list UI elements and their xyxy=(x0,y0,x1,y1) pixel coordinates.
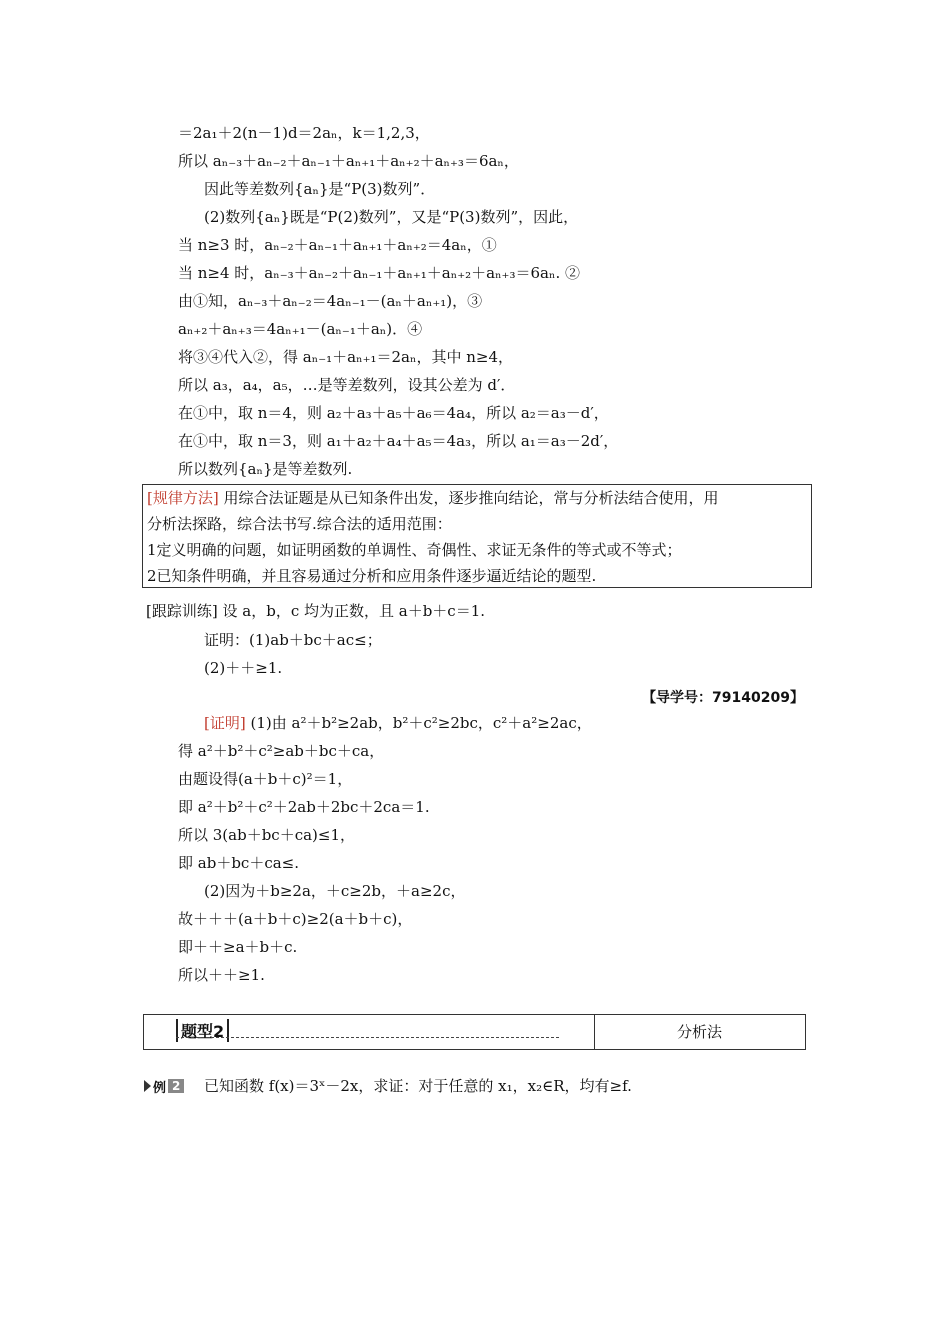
section-tag: 题型2 xyxy=(176,1019,229,1042)
proof-line: 即 a²＋b²＋c²＋2ab＋2bc＋2ca＝1. xyxy=(178,798,430,816)
dashed-divider xyxy=(176,1037,559,1038)
proof-part2: (2)因为＋b≥2a，＋c≥2b，＋a≥2c， xyxy=(204,882,466,900)
text-line: 由①知，aₙ₋₃＋aₙ₋₂＝4aₙ₋₁－(aₙ＋aₙ₊₁)，③ xyxy=(178,292,483,310)
section-header xyxy=(143,1014,806,1050)
proof-line: 即＋＋≥a＋b＋c. xyxy=(178,938,298,956)
triangle-icon xyxy=(144,1080,151,1092)
text-line: (2)数列{aₙ}既是“P(2)数列”，又是“P(3)数列”，因此， xyxy=(204,208,579,226)
method-box xyxy=(142,484,812,588)
example-badge xyxy=(144,1077,184,1095)
example-number: 2 xyxy=(168,1079,184,1093)
section-title: 分析法 xyxy=(676,1023,722,1041)
text-line: 将③④代入②，得 aₙ₋₁＋aₙ₊₁＝2aₙ，其中 n≥4， xyxy=(178,348,514,366)
example-text: 已知函数 f(x)＝3ˣ－2x，求证：对于任意的 x₁，x₂∈R，均有≥f. xyxy=(204,1077,632,1095)
practice-q1: 证明：(1)ab＋bc＋ac≤； xyxy=(204,631,382,649)
proof-line: 由题设得(a＋b＋c)²＝1， xyxy=(178,770,353,788)
practice-stem xyxy=(146,601,485,621)
proof-text: (1)由 a²＋b²≥2ab，b²＋c²≥2bc，c²＋a²≥2ac， xyxy=(250,714,592,732)
example-label: 例 xyxy=(153,1080,167,1096)
proof-line: 故＋＋＋(a＋b＋c)≥2(a＋b＋c)， xyxy=(178,910,413,928)
proof-first xyxy=(204,713,592,733)
proof-line: 得 a²＋b²＋c²≥ab＋bc＋ca， xyxy=(178,742,385,760)
text-line: 因此等差数列{aₙ}是“P(3)数列”． xyxy=(204,180,436,198)
practice-tag: [跟踪训练] xyxy=(146,602,218,620)
text-line: aₙ₊₂＋aₙ₊₃＝4aₙ₊₁－(aₙ₋₁＋aₙ)．④ xyxy=(178,320,423,338)
guide-number: 【导学号：79140209】 xyxy=(642,690,804,706)
text-line: 在①中，取 n＝4，则 a₂＋a₃＋a₅＋a₆＝4a₄，所以 a₂＝a₃－d′， xyxy=(178,404,609,422)
practice-text: 设 a，b，c 均为正数，且 a＋b＋c＝1. xyxy=(222,602,486,620)
text-line: 所以数列{aₙ}是等差数列. xyxy=(178,460,353,478)
text-line: 当 n≥4 时，aₙ₋₃＋aₙ₋₂＋aₙ₋₁＋aₙ₊₁＋aₙ₊₂＋aₙ₊₃＝6aₙ. ② xyxy=(178,264,580,282)
method-line: 分析法探路，综合法书写.综合法的适用范围： xyxy=(147,515,452,533)
method-line: 2已知条件明确，并且容易通过分析和应用条件逐步逼近结论的题型. xyxy=(147,567,597,585)
method-tag: [规律方法] xyxy=(147,489,219,507)
text-line: 当 n≥3 时，aₙ₋₂＋aₙ₋₁＋aₙ₊₁＋aₙ₊₂＝4aₙ，① xyxy=(178,236,497,254)
practice-q2: (2)＋＋≥1. xyxy=(204,659,283,677)
text-line: 所以 aₙ₋₃＋aₙ₋₂＋aₙ₋₁＋aₙ₊₁＋aₙ₊₂＋aₙ₊₃＝6aₙ， xyxy=(178,152,519,170)
method-line: 1定义明确的问题，如证明函数的单调性、奇偶性、求证无条件的等式或不等式； xyxy=(147,541,682,559)
text-line: ＝2a₁＋2(n－1)d＝2aₙ，k＝1,2,3， xyxy=(178,124,430,142)
text-line: 所以 a₃，a₄，a₅，…是等差数列，设其公差为 d′． xyxy=(178,376,516,394)
proof-line: 即 ab＋bc＋ca≤. xyxy=(178,854,299,872)
text-line: 在①中，取 n＝3，则 a₁＋a₂＋a₄＋a₅＝4a₃，所以 a₁＝a₃－2d′， xyxy=(178,432,619,450)
proof-line: 所以＋＋≥1. xyxy=(178,966,265,984)
method-line xyxy=(147,488,719,508)
proof-tag: [证明] xyxy=(204,714,246,732)
proof-line: 所以 3(ab＋bc＋ca)≤1， xyxy=(178,826,356,844)
method-text: 用综合法证题是从已知条件出发，逐步推向结论，常与分析法结合使用，用 xyxy=(223,489,719,507)
